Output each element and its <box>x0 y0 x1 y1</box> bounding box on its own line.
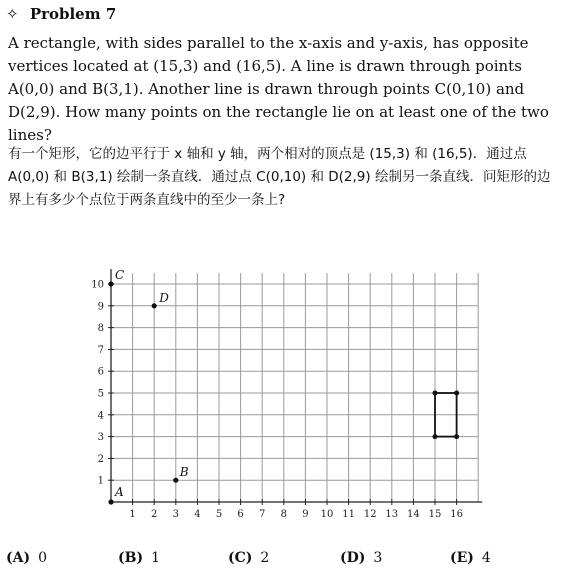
point-b <box>173 478 178 483</box>
choice-b[interactable]: (B) 1 <box>118 550 161 566</box>
x-tick-label: 8 <box>280 509 287 520</box>
rectangle-vertex-point <box>454 391 459 396</box>
y-tick-label: 5 <box>97 388 104 400</box>
coordinate-grid-svg <box>85 258 485 528</box>
problem-header <box>6 5 116 23</box>
choice-c[interactable]: (C) 2 <box>228 550 270 566</box>
rectangle-vertex-point <box>454 434 459 439</box>
four-point-star-icon: ✧ <box>6 5 19 23</box>
choice-a[interactable]: (A) 0 <box>6 550 48 566</box>
y-tick-label: 9 <box>97 301 104 313</box>
y-tick-label: 7 <box>97 344 104 356</box>
point-a <box>108 499 113 504</box>
point-d <box>152 303 157 308</box>
y-tick-label: 2 <box>97 453 104 465</box>
choice-d[interactable]: (D) 3 <box>340 550 383 566</box>
x-tick-label: 11 <box>342 509 355 520</box>
problem-statement-zh: 有一个矩形，它的边平行于 x 轴和 y 轴，两个相对的顶点是 (15,3) 和 (16,5)．通过点 A(0,0) 和 B(3,1) 绘制一条直线．通过点 C(0,10) 和 D(2,9) 绘制另一条直线．问矩形的边界上有多少个点位于两条直线中的至少一条上? <box>8 146 551 208</box>
point-label-b: B <box>179 465 189 480</box>
x-tick-label: 5 <box>215 509 223 520</box>
point-c <box>108 281 113 286</box>
x-tick-label: 2 <box>151 509 158 520</box>
x-tick-label: 3 <box>172 509 179 520</box>
x-tick-label: 4 <box>194 509 201 520</box>
point-label-d: D <box>159 290 169 305</box>
rectangle-vertex-point <box>433 391 438 396</box>
y-tick-label: 8 <box>97 323 104 335</box>
choice-e[interactable]: (E) 4 <box>450 550 491 566</box>
x-tick-label: 16 <box>450 509 463 520</box>
x-tick-label: 15 <box>428 509 442 520</box>
answer-choices <box>0 550 563 569</box>
problem-statement-en: A rectangle, with sides parallel to the x-axis and y-axis, has opposite vertices located at (15,3) and (16,5). A line is drawn through points A(0,0) and B(3,1). Another line is drawn through points C(0,10) and D(2,9). How many points on the rectangle lie on at least one of the two lines? <box>8 34 549 144</box>
y-tick-label: 4 <box>97 410 104 422</box>
y-tick-label: 1 <box>97 475 104 487</box>
x-tick-label: 7 <box>259 509 266 520</box>
x-tick-label: 12 <box>363 509 377 520</box>
y-tick-label: 6 <box>97 366 104 378</box>
point-label-a: A <box>115 485 124 499</box>
coordinate-figure <box>85 258 485 532</box>
x-tick-label: 9 <box>302 509 309 520</box>
x-tick-label: 1 <box>129 509 136 520</box>
rectangle-vertex-point <box>433 434 438 439</box>
y-tick-label: 10 <box>91 279 104 291</box>
problem-title: Problem 7 <box>29 5 117 23</box>
x-tick-label: 10 <box>320 509 334 520</box>
x-tick-label: 13 <box>385 509 399 520</box>
point-label-c: C <box>115 268 125 282</box>
x-tick-label: 14 <box>407 509 420 520</box>
y-tick-label: 3 <box>97 432 104 444</box>
x-tick-label: 6 <box>237 509 244 520</box>
